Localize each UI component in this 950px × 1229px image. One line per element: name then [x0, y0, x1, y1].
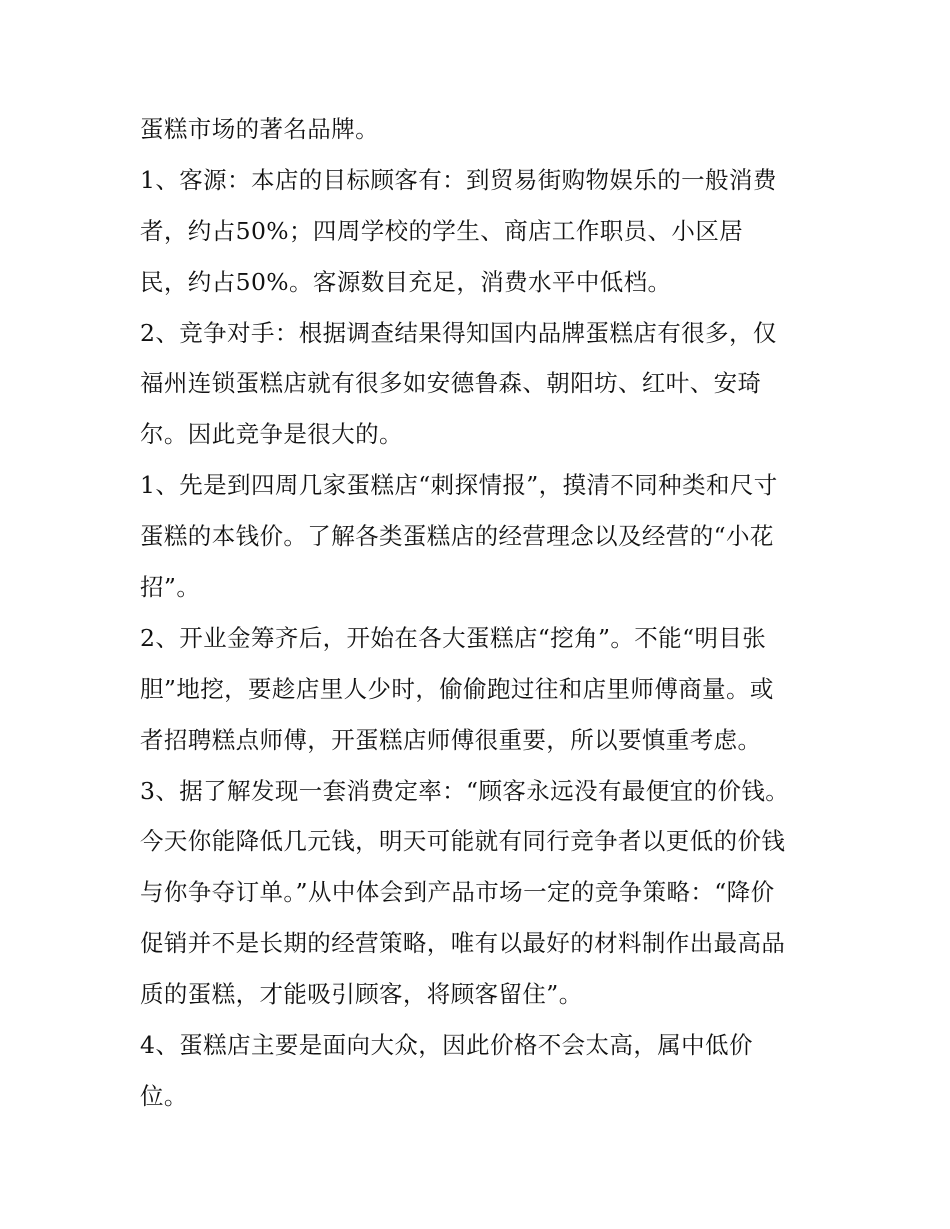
text-line: 1、客源：本店的目标顾客有：到贸易街购物娱乐的一般消费	[140, 165, 777, 194]
text-line: 4、蛋糕店主要是面向大众，因此价格不会太高，属中低价	[140, 1031, 753, 1060]
text-line: 招”。	[140, 573, 201, 602]
text-line: 者招聘糕点师傅，开蛋糕店师傅很重要，所以要慎重考虑。	[140, 725, 762, 754]
text-line: 质的蛋糕，才能吸引顾客，将顾客留住”。	[140, 980, 583, 1009]
text-line: 胆”地挖，要趁店里人少时，偷偷跑过往和店里师傅商量。或	[140, 674, 774, 703]
text-line: 蛋糕的本钱价。了解各类蛋糕店的经营理念以及经营的“小花	[140, 522, 774, 551]
text-line: 2、竞争对手：根据调查结果得知国内品牌蛋糕店有很多，仅	[140, 318, 777, 347]
text-line: 者，约占50%；四周学校的学生、商店工作职员、小区居	[140, 216, 744, 245]
body-text	[140, 104, 820, 1122]
text-line: 民，约占50%。客源数目充足，消费水平中低档。	[140, 267, 672, 296]
text-line: 3、据了解发现一套消费定率：“顾客永远没有最便宜的价钱。	[140, 776, 790, 805]
text-line: 蛋糕市场的著名品牌。	[140, 115, 379, 143]
text-line: 与你争夺订单。”从中体会到产品市场一定的竞争策略：“降价	[140, 878, 775, 907]
text-line: 位。	[140, 1081, 188, 1110]
text-line: 1、先是到四周几家蛋糕店“刺探情报”，摸清不同种类和尺寸	[140, 471, 778, 500]
text-line: 2、开业金筹齐后，开始在各大蛋糕店“挖角”。不能“明目张	[140, 623, 767, 652]
text-line: 今天你能降低几元钱，明天可能就有同行竞争者以更低的价钱	[140, 827, 786, 856]
text-line: 福州连锁蛋糕店就有很多如安德鲁森、朝阳坊、红叶、安琦	[140, 369, 762, 398]
text-line: 促销并不是长期的经营策略，唯有以最好的材料制作出最高品	[140, 929, 786, 958]
text-line: 尔。因此竞争是很大的。	[140, 420, 403, 449]
